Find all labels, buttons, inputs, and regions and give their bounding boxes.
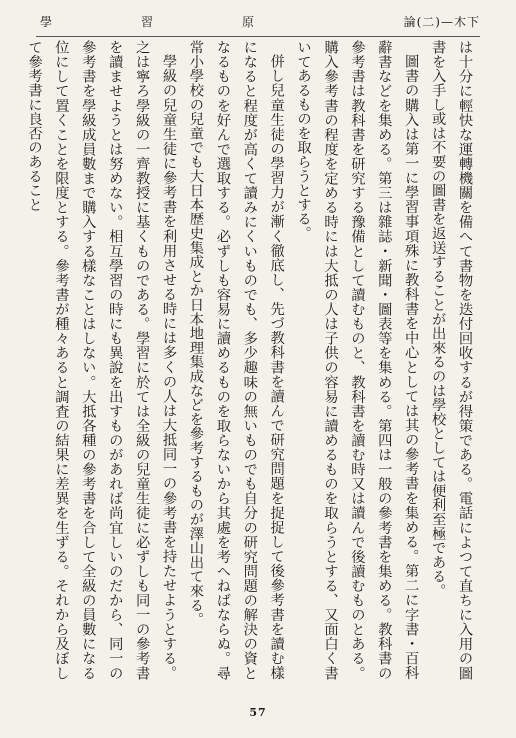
title-char-1: 學: [40, 14, 54, 29]
body-text: [26, 40, 478, 680]
paragraph-2: 圖書の購入は第一に學習事項殊に教科書を中心としては其の參考書を集める。第二に字書・百科辭書などを集める。第三は雜誌・新聞・圖表等を集める。第四は一般の參考書を集める。教科書の參考書は教科書を研究する豫備として讀むものと、教科書を讀む時又は讀んで後讀むものとある。購入參考書の程度を定める時には大抵の人は子供の容易に讀めるものを取らうとする、又面白く書いてあるものを取らうとする。: [295, 40, 420, 680]
title-char-2: 習: [141, 14, 155, 29]
title-char-3: 原: [242, 14, 256, 29]
header-rule: [36, 36, 480, 37]
running-title: [40, 13, 255, 30]
running-section: 論(二)—木下: [403, 14, 480, 29]
paragraph-4: 學級の兒童生徒に參考書を利用させる時には多くの人は大抵同一の參考書を持たせようとする。之は寧ろ學級の一齊教授に基くものである。學習に於ては全級の兒童生徒に必ずしも同一の參考書を讀ませようとは努めない。相互學習の時にも異說を出すものがあれば尚宜しいのだから、同一の參考書を學級成員數まで購入する樣なことはしない。大抵各種の參考書を合して全級の員數になる位にして置くことを限度とする。參考書が種々あると調査の結果に差異を生ずる。それから及ぼして參考書に良否のあること: [26, 40, 178, 680]
paragraph-3: 併し兒童生徒の學習力が漸く徹底し、先づ教科書を讀んで研究問題を捉捉して後參考書を讀む樣になると程度が高くて讀みにくいものでも、多少趣味の無いものでも自分の研究問題の解決の資となるものを好んで選取する。必ずしも容易に讀めるものを取らないから其處を考へねばならぬ。尋常小學校の兒童でも大日本歴史集成とか日本地理集成などを參考するものが澤山出て來る。: [187, 40, 285, 680]
running-header: [40, 8, 480, 34]
paragraph-1: は十分に輕快な運轉機關を備へて書物を迭付回收するが得策である。電話によつて直ちに入用の圖書を入手し或は不要の圖書を返送することが出來るのは學校としては便利至極である。: [430, 40, 473, 680]
page-number: 57: [249, 706, 267, 719]
